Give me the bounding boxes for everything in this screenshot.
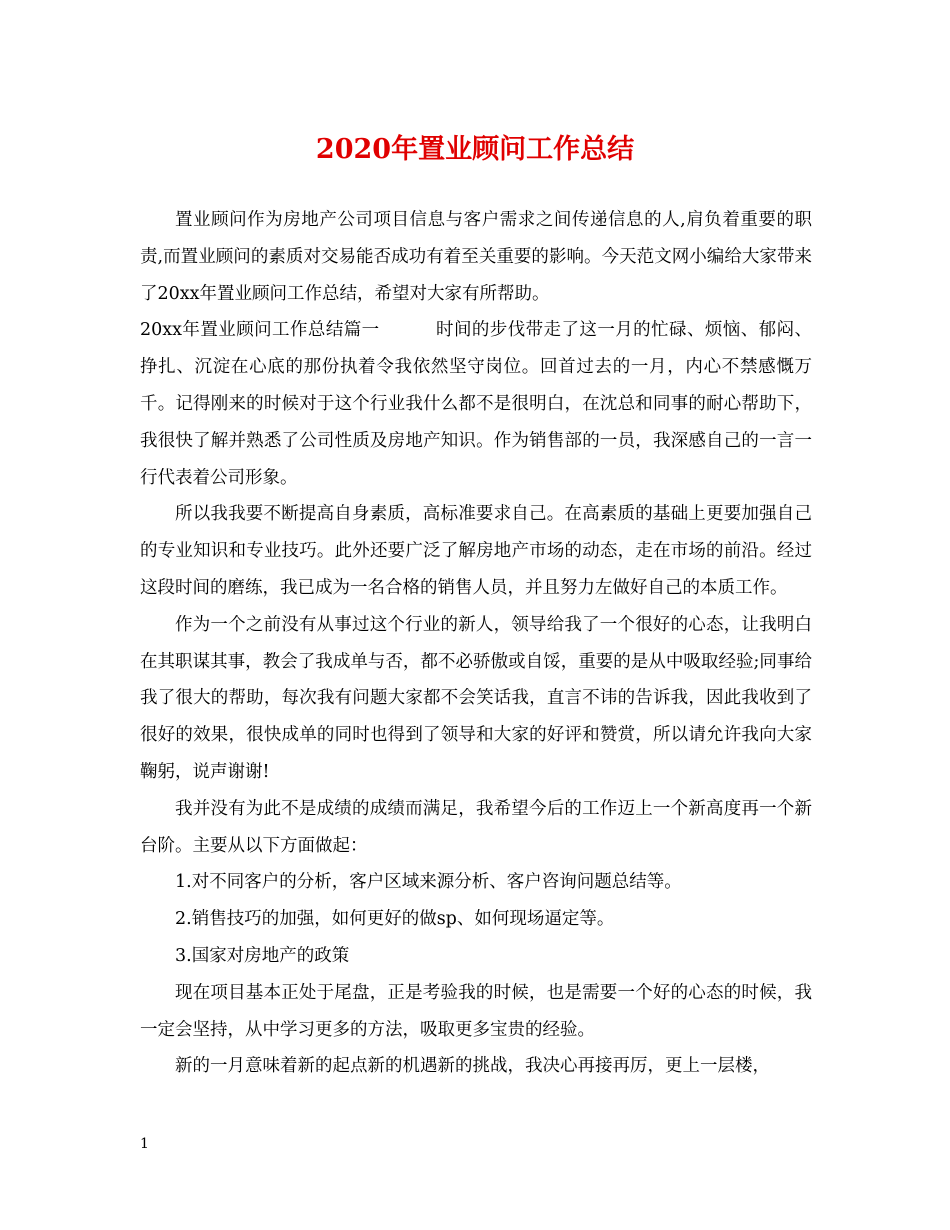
list-item: 1.对不同客户的分析，客户区域来源分析、客户咨询问题总结等。	[175, 872, 682, 893]
list-item: 2.销售技巧的加强，如何更好的做sp、如何现场逼定等。	[175, 909, 615, 930]
page-number: 1	[140, 1136, 149, 1152]
section-heading: 20xx年置业顾问工作总结篇一	[140, 320, 380, 341]
document-body	[140, 202, 812, 1085]
body-paragraph: 我并没有为此不是成绩的成绩而满足，我希望今后的工作迈上一个新高度再一个新台阶。主要从以下方面做起：	[140, 798, 812, 856]
body-paragraph: 所以我我要不断提高自身素质，高标准要求自己。在高素质的基础上更要加强自己的专业知识和专业技巧。此外还要广泛了解房地产市场的动态，走在市场的前沿。经过这段时间的磨练，我已成为一名合格的销售人员，并且努力左做好自己的本质工作。	[140, 504, 812, 598]
section-opening-text: 时间的步伐带走了这一月的忙碌、烦恼、郁闷、挣扎、沉淀在心底的那份执着令我依然坚守岗位。回首过去的一月，内心不禁感慨万千。记得刚来的时候对于这个行业我什么都不是很明白，在沈总和同事的耐心帮助下，我很快了解并熟悉了公司性质及房地产知识。作为销售部的一员，我深感自己的一言一行代表着公司形象。	[140, 320, 812, 488]
intro-paragraph: 置业顾问作为房地产公司项目信息与客户需求之间传递信息的人,肩负着重要的职责,而置业顾问的素质对交易能否成功有着至关重要的影响。今天范文网小编给大家带来了20xx年置业顾问工作总结，希望对大家有所帮助。	[140, 210, 812, 304]
body-paragraph: 作为一个之前没有从事过这个行业的新人，领导给我了一个很好的心态，让我明白在其职谋其事，教会了我成单与否，都不必骄傲或自馁，重要的是从中吸取经验;同事给我了很大的帮助，每次我有问题大家都不会笑话我，直言不讳的告诉我，因此我收到了很好的效果，很快成单的同时也得到了领导和大家的好评和赞赏，所以请允许我向大家鞠躬，说声谢谢!	[140, 614, 812, 782]
body-paragraph: 现在项目基本正处于尾盘，正是考验我的时候，也是需要一个好的心态的时候，我一定会坚持，从中学习更多的方法，吸取更多宝贵的经验。	[140, 982, 812, 1040]
document-title: 2020年置业顾问工作总结	[315, 134, 635, 165]
section-first-paragraph	[140, 312, 812, 496]
body-paragraph: 新的一月意味着新的起点新的机遇新的挑战，我决心再接再厉，更上一层楼，	[175, 1056, 770, 1077]
list-item: 3.国家对房地产的政策	[175, 945, 350, 966]
